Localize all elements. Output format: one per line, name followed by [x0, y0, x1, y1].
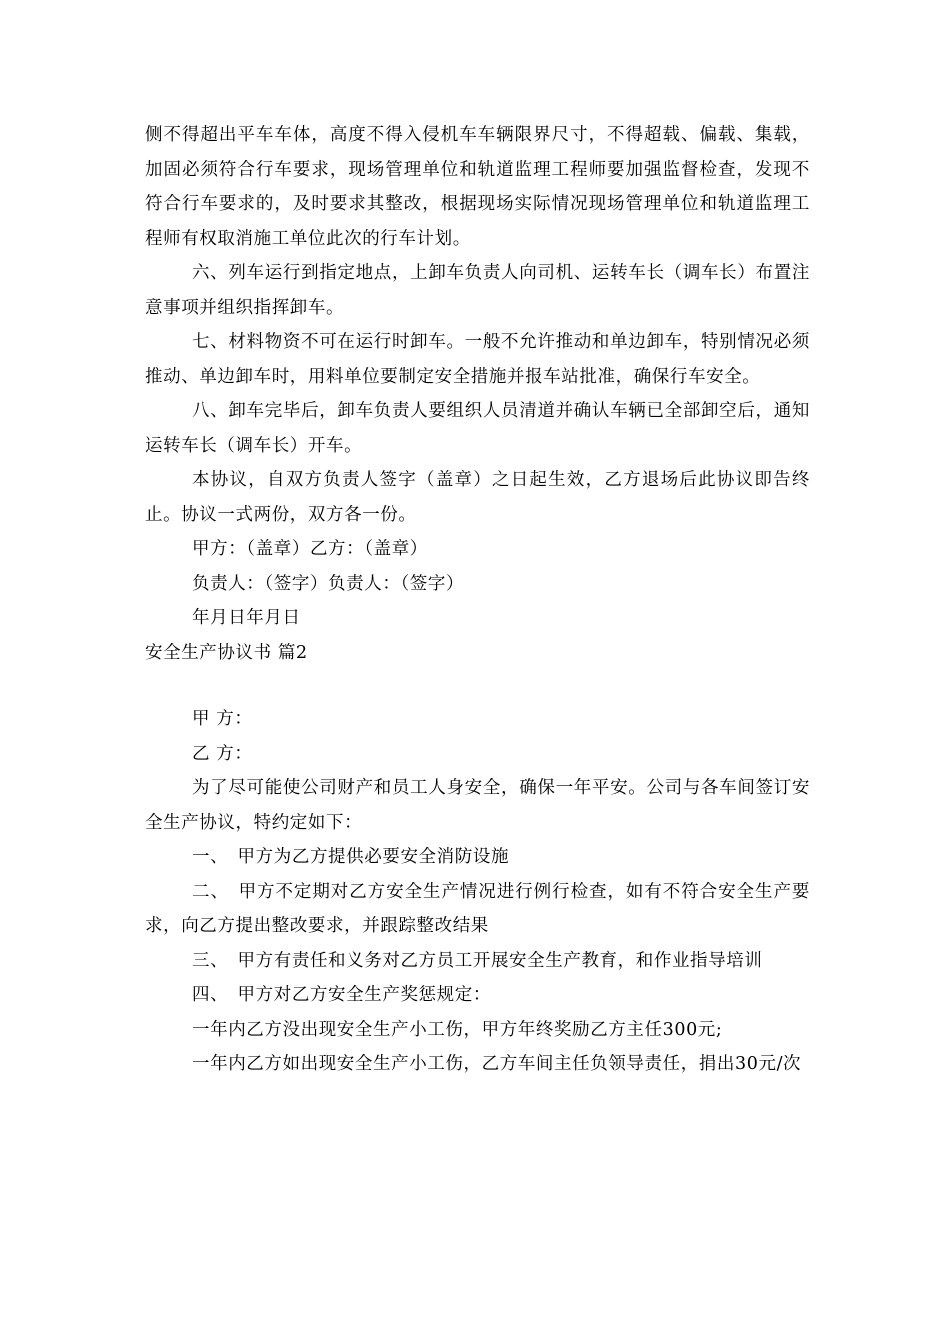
section-spacer [145, 670, 810, 702]
party-b-label: 乙 方： [192, 743, 253, 764]
paragraph-vehicle-loading: 侧不得超出平车车体，高度不得入侵机车车辆限界尺寸，不得超载、偏载、集载，加固必须符合行车要求，现场管理单位和轨道监理工程师要加强监督检查，发现不符合行车要求的，及时要求其整改，根据现场实际情况现场管理单位和轨道监理工程师有权取消施工单位此次的行车计划。 [145, 125, 810, 249]
clause-three: 三、 甲方有责任和义务对乙方员工开展安全生产教育，和作业指导培训 [192, 950, 763, 971]
party-a-label: 甲 方： [192, 709, 253, 729]
penalty-rule: 一年内乙方如出现安全生产小工伤，乙方车间主任负领导责任，捐出30元/次 [192, 1054, 802, 1074]
reward-rule: 一年内乙方没出现安全生产小工伤，甲方年终奖励乙方主任300元; [192, 1019, 723, 1040]
section-title: 安全生产协议书 篇2 [145, 642, 308, 663]
signature-date-line: 年月日年月日 [192, 608, 301, 628]
clause-two: 二、 甲方不定期对乙方安全生产情况进行例行检查，如有不符合安全生产要求，向乙方提出整改要求，并跟踪整改结果 [145, 881, 810, 936]
signature-responsible-line: 负责人：（签字）负责人：（签字） [192, 573, 465, 594]
paragraph-item-seven: 七、材料物资不可在运行时卸车。一般不允许推动和单边卸车，特别情况必须推动、单边卸车时，用料单位要制定安全措施并报车站批准，确保行车安全。 [145, 332, 810, 387]
paragraph-item-eight: 八、卸车完毕后，卸车负责人要组织人员清道并确认车辆已全部卸空后，通知运转车长（调车长）开车。 [145, 401, 810, 456]
document-page [145, 118, 810, 1082]
clause-one: 一、 甲方为乙方提供必要安全消防设施 [192, 847, 510, 867]
paragraph-effective-clause: 本协议，自双方负责人签字（盖章）之日起生效，乙方退场后此协议即告终止。协议一式两份，双方各一份。 [145, 470, 810, 525]
clause-four: 四、 甲方对乙方安全生产奖惩规定： [192, 985, 491, 1005]
paragraph-item-six: 六、列车运行到指定地点，上卸车负责人向司机、运转车长（调车长）布置注意事项并组织指挥卸车。 [145, 263, 810, 318]
signature-parties-line: 甲方：（盖章）乙方：（盖章） [192, 539, 428, 559]
paragraph-preamble: 为了尽可能使公司财产和员工人身安全，确保一年平安。公司与各车间签订安全生产协议，特约定如下： [145, 778, 810, 833]
